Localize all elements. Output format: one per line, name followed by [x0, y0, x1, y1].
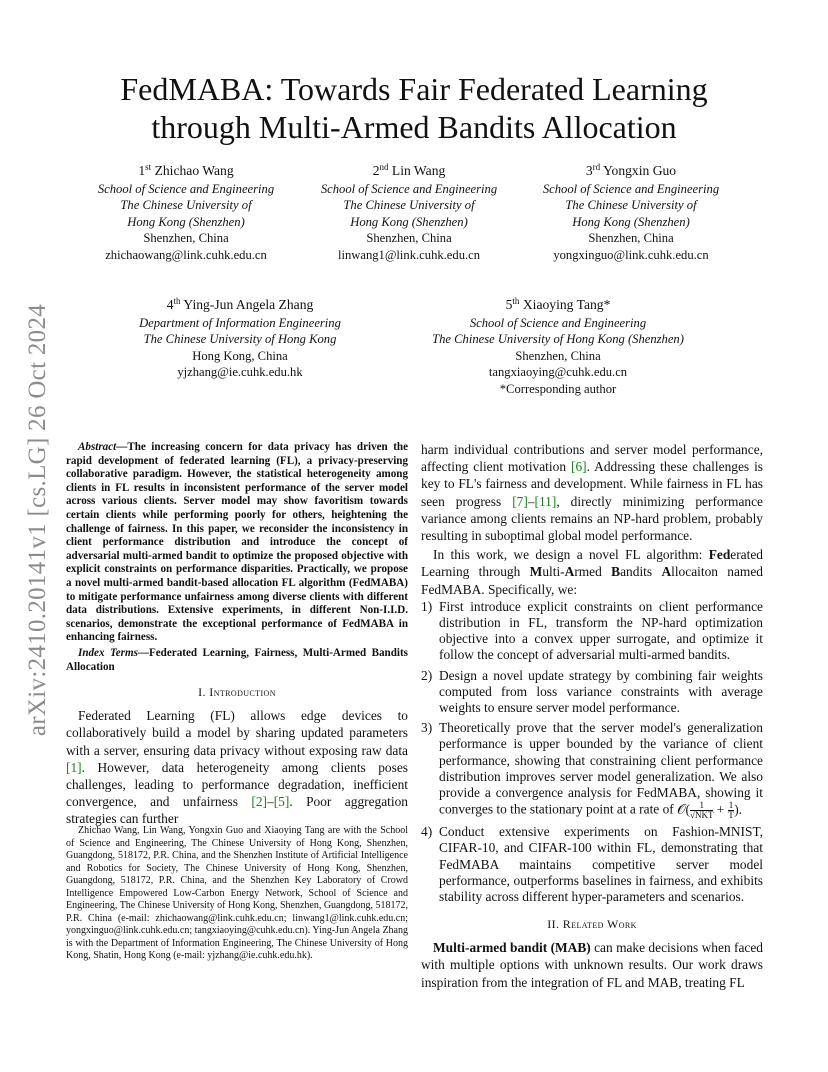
related-work-paragraph: Multi-armed bandit (MAB) can make decisions when faced with multiple options with unknown results. Our work draws inspiration from the integration of FL and MAB, treating FL: [421, 940, 763, 990]
author-name: 2nd Lin Wang: [372, 162, 446, 178]
left-column: [66, 441, 408, 828]
arxiv-identifier-stamp: [16, 285, 60, 755]
citation-link[interactable]: [2]: [251, 794, 267, 810]
author-city: Hong Kong, China: [192, 348, 288, 363]
author-block-1: [82, 163, 290, 263]
corresponding-author-note: *Corresponding author: [499, 381, 617, 396]
right-column: [421, 441, 763, 991]
author-name: 5th Xiaoying Tang*: [505, 296, 611, 312]
list-item: 3) Theoretically prove that the server model's generalization performance is upper bounded by the variance of client performance, showing that constraining client performance distribution improves server model generalization. We also provide a convergence analysis for FedMABA, showing it converges to the stationary point at a rate of 𝒪( $\frac{1}{\text{√NKT}}$ + $\frac{1}{T}$ ).: [421, 720, 763, 821]
convergence-rate-math: 𝒪( $\frac{1}{\text{√NKT}}$ + $\frac{1}{T}$ ).: [677, 800, 743, 821]
author-city: Shenzhen, China: [515, 348, 601, 363]
author-name: 3rd Yongxin Guo: [585, 162, 677, 178]
arxiv-identifier-text: arXiv:2410.20141v1 [cs.LG] 26 Oct 2024: [24, 303, 52, 737]
abstract-label: Abstract: [78, 441, 117, 453]
section-heading-introduction: I. Introduction: [198, 685, 276, 700]
index-terms-label: Index Terms: [78, 646, 138, 659]
author-email: linwang1@link.cuhk.edu.cn: [337, 247, 481, 262]
author-affiliation: Department of Information Engineering: [139, 315, 341, 330]
author-city: Shenzhen, China: [366, 231, 452, 245]
citation-link[interactable]: [6]: [570, 459, 587, 475]
title-line-2: through Multi-Armed Bandits Allocation: [151, 109, 677, 145]
author-affiliation: The Chinese University of Hong Kong: [143, 332, 337, 346]
author-email: tangxiaoying@cuhk.edu.cn: [488, 365, 628, 379]
citation-link[interactable]: [11]: [534, 493, 557, 509]
author-block-4: [120, 297, 360, 381]
author-block-3: [526, 163, 736, 263]
list-item: 4) Conduct extensive experiments on Fashion-MNIST, CIFAR-10, and CIFAR-100 within FL, demonstrating that FedMABA maintains competitive server model performance, outperforms baselines in fairness, and exhibits stability across different hyper-parameters and scenarios.: [421, 824, 763, 905]
paper-title: [80, 70, 748, 146]
section-heading-related-work: II. Related Work: [547, 917, 637, 932]
title-line-1: FedMABA: Towards Fair Federated Learning: [120, 71, 708, 107]
list-item: 2) Design a novel update strategy by combining fair weights computed from loss variance constraints with average weights to ensure server model performance.: [421, 667, 763, 716]
author-city: Shenzhen, China: [143, 231, 229, 245]
author-email: zhichaowang@link.cuhk.edu.cn: [105, 247, 267, 262]
abstract-text: —The increasing concern for data privacy has driven the rapid development of federated learning (FL), a privacy-preserving collaborative paradigm. However, the statistical heterogeneity among clients in FL results in inconsistent performance of the server model across various clients. Server model may show favoritism towards certain clients while performing poorly for others, heightening the challenge of fairness. In this paper, we reconsider the inconsistency in client performance distribution and introduce the concept of adversarial multi-armed bandit to optimize the proposed objective with explicit constraints on performance disparities. Practically, we propose a novel multi-armed bandit-based allocation FL algorithm (FedMABA) to mitigate performance unfairness among diverse clients with different data distributions. Extensive experiments, in different Non-I.I.D. scenarios, demonstrate the exceptional performance of FedMABA in enhancing fairness.: [66, 441, 408, 644]
author-affiliation: School of Science and Engineering: [542, 181, 720, 196]
author-affiliation: School of Science and Engineering: [320, 181, 498, 196]
body-paragraph: harm individual contributions and server model performance, affecting client motivation [6]. Addressing these challenges is key to FL's fairness and development. While fairness in FL has seen progress [7]–[11], directly minimizing performance variance among clients remains an NP-hard problem, probably resulting in suboptimal global model performance.: [421, 442, 763, 544]
abstract: [66, 441, 408, 645]
author-affiliation: The Chinese University of: [343, 198, 475, 212]
author-block-2: [304, 163, 514, 263]
author-affiliation-footnote: Zhichao Wang, Lin Wang, Yongxin Guo and Xiaoying Tang are with the School of Science and Engineering, The Chinese University of Hong Kong, Shenzhen, Guangdong, 518172, P.R. China, and the Shenzhen Institute of Artificial Intelligence and Robotics for Society, The Chinese University of Hong Kong, Shenzhen, Guangdong, 518172, P.R. China, and the Shenzhen Key Laboratory of Crowd Intelligence Empowered Low-Carbon Energy Network, School of Science and Engineering, The Chinese University of Hong Kong, Shenzhen, Guangdong, 518172, P.R. China (e-mail: zhichaowang@link.cuhk.edu.cn; linwang1@link.cuhk.edu.cn; yongxinguo@link.cuhk.edu.cn; tangxiaoying@cuhk.edu.cn). Ying-Jun Angela Zhang is with the Department of Information Engineering, The Chinese University of Hong Kong, Shatin, Hong Kong (e-mail: yjzhang@ie.cuhk.edu.hk).: [66, 825, 408, 961]
author-block-5: [408, 297, 708, 397]
author-affiliation: The Chinese University of Hong Kong (Shenzhen): [432, 332, 684, 346]
author-affiliation: School of Science and Engineering: [469, 315, 647, 330]
author-name: 1st Zhichao Wang: [138, 162, 234, 178]
list-item: 1) First introduce explicit constraints on client performance distribution in FL, transform the NP-hard optimization objective into a convex upper surrogate, and optimize it follow the concept of adversarial multi-armed bandits.: [421, 598, 763, 663]
author-affiliation: Hong Kong (Shenzhen): [572, 214, 690, 229]
author-city: Shenzhen, China: [588, 231, 674, 245]
citation-link[interactable]: [5]: [273, 794, 290, 810]
author-affiliation: The Chinese University of: [120, 198, 252, 212]
body-paragraph: In this work, we design a novel FL algorithm: Federated Learning through Multi-Armed Bandits Allocaiton named FedMABA. Specifically, we:: [421, 547, 763, 597]
author-affiliation: School of Science and Engineering: [97, 181, 275, 196]
author-affiliation: Hong Kong (Shenzhen): [350, 214, 468, 229]
author-email: yjzhang@ie.cuhk.edu.hk: [177, 365, 303, 379]
citation-link[interactable]: [7]: [512, 493, 528, 509]
contributions-list: [421, 599, 763, 905]
author-name: 4th Ying-Jun Angela Zhang: [166, 296, 314, 312]
index-terms: [66, 647, 408, 674]
introduction-paragraph: Federated Learning (FL) allows edge devices to collaboratively build a model by sharing updated parameters with a server, ensuring data privacy without exposing raw data [1]. However, data heterogeneity among clients poses challenges, leading to performance degradation, inefficient convergence, and unfairness [2]–[5]. Poor aggregation strategies can further: [66, 708, 409, 827]
author-affiliation: The Chinese University of: [565, 198, 697, 212]
author-email: yongxinguo@link.cuhk.edu.cn: [553, 247, 709, 262]
author-affiliation: Hong Kong (Shenzhen): [127, 214, 245, 229]
index-terms-text: —Federated Learning, Fairness, Multi-Armed Bandits Allocation: [66, 646, 408, 673]
citation-link[interactable]: [1]: [66, 759, 82, 775]
